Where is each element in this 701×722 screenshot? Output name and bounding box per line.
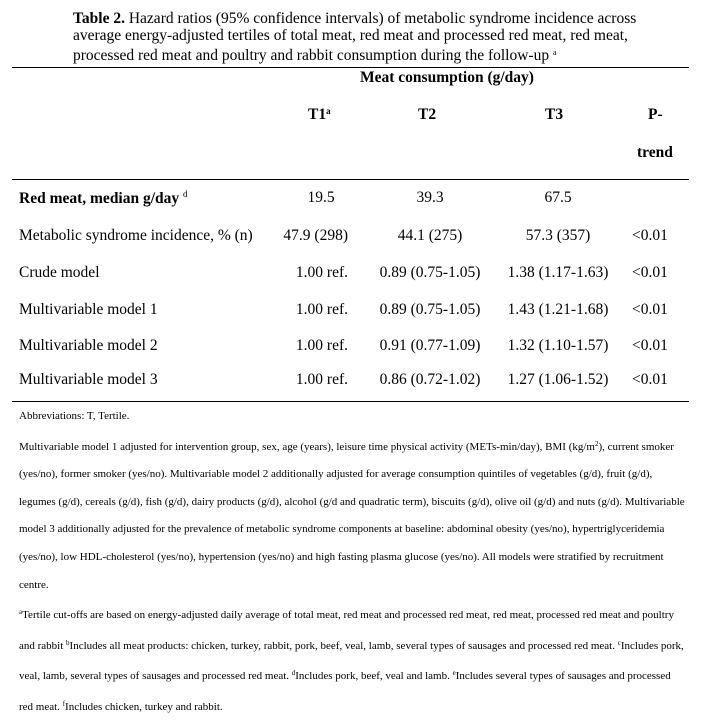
footnote-c: Includes pork, veal, lamb, several types of sausages and processed red meat.: [19, 639, 684, 683]
table-caption-label: Table 2.: [73, 10, 125, 27]
column-header-t1-label: T1: [308, 106, 327, 123]
cell-t2: 0.89 (0.75-1.05): [379, 264, 481, 281]
row-label: Multivariable model 3: [19, 371, 158, 388]
column-header-ptrend-line1: P-: [648, 106, 663, 123]
cell-t2: 39.3: [416, 189, 444, 206]
row-label: Crude model: [19, 264, 100, 281]
models-note: [19, 431, 687, 600]
table-row: [0, 227, 701, 249]
table-bottom-rule: [12, 401, 689, 402]
cell-t1: 19.5: [307, 189, 335, 206]
table-top-rule: [12, 67, 689, 68]
footnote-b-marker: b: [66, 638, 70, 647]
cell-t2: 0.91 (0.77-1.09): [379, 337, 481, 354]
cell-ptrend: <0.01: [632, 264, 668, 281]
table-caption-text: Hazard ratios (95% confidence intervals) of metabolic syndrome incidence across average energy-adjusted tertiles of total meat, red meat and processed red meat, red meat, processed red meat and poultry and rabbit consumption during the follow-up: [73, 10, 637, 64]
cell-t1: 1.00 ref.: [295, 337, 348, 354]
cell-ptrend: <0.01: [632, 337, 668, 354]
footnote-f: Includes chicken, turkey and rabbit.: [65, 700, 223, 713]
cell-t1: 1.00 ref.: [295, 301, 348, 318]
table-row: [0, 264, 701, 286]
row-label-text: Red meat, median g/day: [19, 190, 180, 207]
cell-t2: 0.86 (0.72-1.02): [379, 371, 481, 388]
cell-t3: 1.27 (1.06-1.52): [507, 371, 609, 388]
row-label: Multivariable model 1: [19, 301, 158, 318]
table-caption-marker: a: [552, 48, 557, 57]
table-header-rule: [12, 179, 689, 180]
column-spanner-heading: Meat consumption (g/day): [360, 69, 534, 86]
cell-t1: 1.00 ref.: [295, 371, 348, 388]
footnote-a: Tertile cut-offs are based on energy-adjusted daily average of total meat, red meat and processed red meat, red meat, processed red meat and poultry and rabbit: [19, 609, 674, 652]
table-footnotes: [19, 403, 687, 722]
abbreviations-note: Abbreviations: T, Tertile.: [19, 410, 130, 422]
row-label: Multivariable model 2: [19, 337, 158, 354]
table-row: [0, 189, 701, 211]
table-row: [0, 337, 701, 359]
models-note-part2: ), current smoker (yes/no), former smoker (yes/no). Multivariable model 2 additionally adjusted for average consumption quintiles of vegetables (g/d), fruit (g/d), legumes (g/d), cereals (g/d), fish (g/d), dairy products (g/d), alcohol (g/d and quadratic term), biscuits (g/d), olive oil (g/d) and nuts (g/d). Multivariable model 3 additionally adjusted for the prevalence of metabolic syndrome components at baseline: abdominal obesity (yes/no), hypertriglyceridemia (yes/no), low HDL-cholesterol (yes/no), hypertension (yes/no) and high fasting plasma glucose (yes/no). All models were stratified by recruitment centre.: [19, 440, 685, 591]
cell-t3: 57.3 (357): [525, 227, 591, 244]
cell-t2: 44.1 (275): [397, 227, 463, 244]
cell-t3: 1.32 (1.10-1.57): [507, 337, 609, 354]
column-header-t1: [308, 106, 331, 124]
footnote-e-marker: e: [452, 669, 456, 678]
table-row: [0, 301, 701, 323]
footnote-b: Includes all meat products: chicken, turkey, rabbit, pork, beef, veal, lamb, several types of sausages and processed red meat.: [69, 639, 618, 652]
row-label: [19, 189, 188, 208]
cell-ptrend: <0.01: [632, 227, 668, 244]
table-caption: [73, 10, 673, 64]
footnote-c-marker: c: [617, 638, 621, 647]
column-header-t2: T2: [418, 106, 437, 123]
footnote-a-marker: a: [19, 608, 23, 617]
models-note-superscript: 2: [594, 439, 599, 448]
cell-t3: 1.43 (1.21-1.68): [507, 301, 609, 318]
row-label-marker: d: [183, 189, 188, 199]
cell-t2: 0.89 (0.75-1.05): [379, 301, 481, 318]
cell-ptrend: <0.01: [632, 301, 668, 318]
column-header-t3: T3: [545, 106, 564, 123]
footnote-d: Includes pork, beef, veal and lamb.: [295, 670, 453, 683]
cell-t1: 1.00 ref.: [295, 264, 348, 281]
footnote-d-marker: d: [291, 669, 296, 678]
cell-t1: 47.9 (298): [283, 227, 348, 244]
models-note-part1: Multivariable model 1 adjusted for intervention group, sex, age (years), leisure time physical activity (METs-min/day), BMI (kg/m: [19, 440, 595, 453]
footnote-list: [19, 599, 687, 721]
footnote-f-marker: f: [62, 699, 66, 708]
column-header-ptrend-line2: trend: [637, 144, 673, 161]
cell-ptrend: <0.01: [632, 371, 668, 388]
table-row: [0, 371, 701, 393]
footnote-e: Includes several types of sausages and processed red meat.: [19, 670, 671, 713]
cell-t3: 67.5: [544, 189, 572, 206]
column-header-t1-marker: a: [326, 106, 331, 116]
row-label: Metabolic syndrome incidence, % (n): [19, 227, 253, 244]
cell-t3: 1.38 (1.17-1.63): [507, 264, 609, 281]
